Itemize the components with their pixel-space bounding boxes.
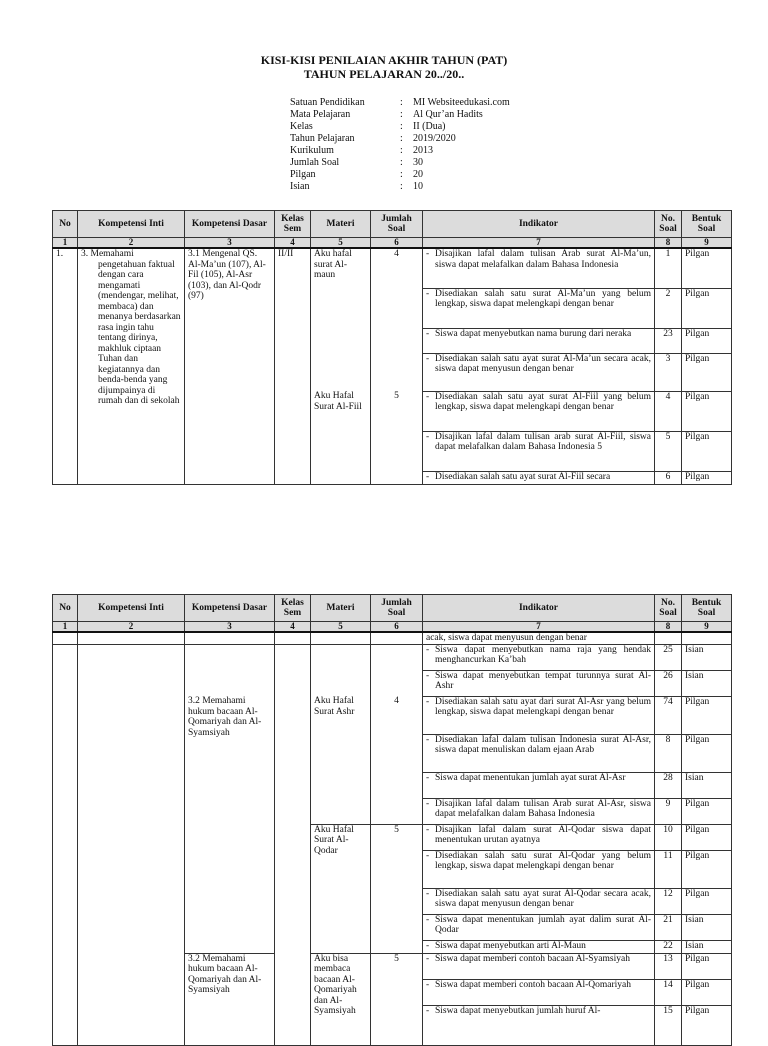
kisi-table-2 <box>52 594 732 1046</box>
indikator-cell: - Disediakan salah satu ayat surat Al-Fiil yang belum lengkap, siswa dapat melengkapi dengan benar <box>423 391 655 431</box>
materi-cell: Aku bisa membaca bacaan Al-Qomariyah dan Al-Syamsiyah <box>311 953 371 1045</box>
no-soal-cell: 12 <box>655 888 682 914</box>
bentuk-soal-cell: Pilgan <box>682 734 732 772</box>
colnum: 9 <box>682 238 732 249</box>
column-number-row <box>53 238 732 249</box>
empty-cell <box>53 644 78 1045</box>
header-no-soal: No. Soal <box>655 595 682 622</box>
info-row <box>290 145 510 157</box>
empty-cell <box>655 632 682 644</box>
empty-cell <box>275 632 311 644</box>
colnum: 5 <box>311 238 371 249</box>
bentuk-soal-cell: Isian <box>682 940 732 953</box>
indikator-cell: - Siswa dapat memberi contoh bacaan Al-Syamsiyah <box>423 953 655 979</box>
header-materi: Materi <box>311 595 371 622</box>
indikator-cell: - Disajikan lafal dalam tulisan Arab surat Al-Asr, siswa dapat melafalkan dalam Bahasa Indonesia <box>423 798 655 824</box>
header-kelas-sem: Kelas Sem <box>275 211 311 238</box>
indikator-cell: - Siswa dapat menyebutkan nama burung dari neraka <box>423 328 655 353</box>
bentuk-soal-cell: Pilgan <box>682 850 732 888</box>
empty-cell <box>275 644 311 1045</box>
header-jumlah-soal: Jumlah Soal <box>371 211 423 238</box>
no-soal-cell: 8 <box>655 734 682 772</box>
info-label: Kelas <box>290 121 313 132</box>
colnum: 6 <box>371 622 423 633</box>
info-row <box>290 97 510 109</box>
indikator-cell: - Siswa dapat menyebutkan nama raja yang hendak menghancurkan Ka’bah <box>423 644 655 670</box>
info-row <box>290 109 510 121</box>
header-kompetensi-dasar: Kompetensi Dasar <box>185 211 275 238</box>
info-colon: : <box>400 109 403 120</box>
header-kompetensi-dasar: Kompetensi Dasar <box>185 595 275 622</box>
empty-cell <box>311 632 371 644</box>
no-soal-cell: 21 <box>655 914 682 940</box>
jumlah-soal-cell: 5 <box>371 953 423 1045</box>
bentuk-soal-cell: Isian <box>682 772 732 798</box>
info-label: Satuan Pendidikan <box>290 97 365 108</box>
header-row <box>53 595 732 622</box>
header-materi: Materi <box>311 211 371 238</box>
no-soal-cell: 6 <box>655 471 682 484</box>
empty-cell <box>78 644 185 1045</box>
bentuk-soal-cell: Pilgan <box>682 328 732 353</box>
kompetensi-dasar-cell: 3.2 Memahami hukum bacaan Al-Qomariyah dan Al-Syamsiyah <box>185 953 275 1045</box>
indikator-text: Siswa dapat menyebutkan nama burung dari neraka <box>435 328 632 339</box>
bentuk-soal-cell: Pilgan <box>682 979 732 1005</box>
bentuk-soal-cell: Pilgan <box>682 798 732 824</box>
no-soal-cell: 74 <box>655 696 682 734</box>
indikator-cell: - Disediakan salah satu ayat surat Al-Ma’un secara acak, siswa dapat menyusun dengan benar <box>423 353 655 391</box>
indikator-text: Siswa dapat menyebutkan jumlah huruf Al- <box>435 1005 601 1016</box>
indikator-cell: - Siswa dapat memberi contoh bacaan Al-Qomariyah <box>423 979 655 1005</box>
header-jumlah-soal: Jumlah Soal <box>371 595 423 622</box>
kompetensi-inti-text: 3. Memahami pengetahuan faktual dengan cara mengamati (mendengar, melihat, membaca) dan menanya berdasarkan rasa ingin tahu tentang dirinya, makhluk ciptaan Tuhan dan kegiatannya dan benda-benda yang dijumpainya di rumah dan di sekolah <box>81 249 181 406</box>
info-label: Mata Pelajaran <box>290 109 351 120</box>
empty-cell <box>682 632 732 644</box>
indikator-text: Siswa dapat menentukan jumlah ayat dalim surat Al-Qodar <box>435 914 651 935</box>
indikator-cell: - Disediakan salah satu surat Al-Ma’un yang belum lengkap, siswa dapat melengkapi dengan benar <box>423 288 655 328</box>
indikator-text: Siswa dapat memberi contoh bacaan Al-Syamsiyah <box>435 953 630 964</box>
column-number-row <box>53 622 732 633</box>
empty-cell <box>53 632 78 644</box>
info-row <box>290 169 510 181</box>
indikator-text: Disajikan lafal dalam tulisan arab surat Al-Fiil, siswa dapat melafalkan dalam Bahasa Indonesia 5 <box>435 431 651 452</box>
indikator-text: Disediakan salah satu surat Al-Ma’un yang belum lengkap, siswa dapat melengkapi dengan benar <box>435 288 651 309</box>
jumlah-soal-cell: 4 <box>371 248 423 391</box>
colnum: 4 <box>275 622 311 633</box>
no-soal-cell: 9 <box>655 798 682 824</box>
bentuk-soal-cell: Pilgan <box>682 391 732 431</box>
no-soal-cell: 13 <box>655 953 682 979</box>
header-bentuk-soal: Bentuk Soal <box>682 211 732 238</box>
bentuk-soal-cell: Pilgan <box>682 431 732 471</box>
empty-cell <box>311 644 371 696</box>
indikator-continuation: acak, siswa dapat menyusun dengan benar <box>423 632 655 644</box>
colnum: 1 <box>53 622 78 633</box>
table-row <box>53 644 732 670</box>
info-label: Tahun Pelajaran <box>290 133 355 144</box>
indikator-text: Disediakan salah satu surat Al-Qodar yang belum lengkap, siswa dapat melengkapi dengan benar <box>435 850 651 871</box>
table-row <box>53 248 732 288</box>
info-colon: : <box>400 145 403 156</box>
kompetensi-dasar-cell: 3.2 Memahami hukum bacaan Al-Qomariyah dan Al-Syamsiyah <box>185 696 275 953</box>
colnum: 8 <box>655 622 682 633</box>
header-kompetensi-inti: Kompetensi Inti <box>78 211 185 238</box>
no-soal-cell: 22 <box>655 940 682 953</box>
indikator-cell: - Disajikan lafal dalam tulisan Arab surat Al-Ma’un, siswa dapat melafalkan dalam Bahasa Indonesia <box>423 248 655 288</box>
indikator-cell: - Disediakan lafal dalam tulisan Indonesia surat Al-Asr, siswa dapat menuliskan dalam ejaan Arab <box>423 734 655 772</box>
jumlah-soal-cell: 5 <box>371 391 423 484</box>
info-label: Pilgan <box>290 169 316 180</box>
info-row <box>290 157 510 169</box>
bentuk-soal-cell: Pilgan <box>682 824 732 850</box>
info-value: Al Qur’an Hadits <box>413 109 483 120</box>
no-soal-cell: 1 <box>655 248 682 288</box>
colnum: 7 <box>423 622 655 633</box>
bentuk-soal-cell: Isian <box>682 670 732 696</box>
info-value: 20 <box>413 169 423 180</box>
no-soal-cell: 15 <box>655 1005 682 1045</box>
indikator-text: Disajikan lafal dalam tulisan Arab surat Al-Ma’un, siswa dapat melafalkan dalam Bahasa Indonesia <box>435 249 651 270</box>
kelas-sem-cell: II/II <box>275 248 311 484</box>
bentuk-soal-cell: Pilgan <box>682 1005 732 1045</box>
empty-cell <box>371 644 423 696</box>
materi-cell: Aku Hafal Surat Al-Fiil <box>311 391 371 484</box>
no-soal-cell: 3 <box>655 353 682 391</box>
no-soal-cell: 26 <box>655 670 682 696</box>
indikator-text: Siswa dapat memberi contoh bacaan Al-Qomariyah <box>435 979 632 990</box>
document-subtitle: TAHUN PELAJARAN 20../20.. <box>303 67 465 81</box>
info-value: MI Websiteedukasi.com <box>413 97 510 108</box>
bentuk-soal-cell: Pilgan <box>682 696 732 734</box>
bentuk-soal-cell: Isian <box>682 914 732 940</box>
info-value: II (Dua) <box>413 121 446 132</box>
indikator-cell: - Disajikan lafal dalam surat Al-Qodar siswa dapat menentukan urutan ayatnya <box>423 824 655 850</box>
indikator-text: Disediakan salah satu ayat surat Al-Ma’un secara acak, siswa dapat menyusun dengan benar <box>435 353 651 374</box>
info-colon: : <box>400 157 403 168</box>
info-label: Jumlah Soal <box>290 157 340 168</box>
jumlah-soal-cell: 5 <box>371 824 423 953</box>
indikator-cell: - Siswa dapat menentukan jumlah ayat surat Al-Asr <box>423 772 655 798</box>
kompetensi-inti-cell <box>78 248 185 484</box>
indikator-text: Disajikan lafal dalam surat Al-Qodar siswa dapat menentukan urutan ayatnya <box>435 824 651 845</box>
bentuk-soal-cell: Pilgan <box>682 471 732 484</box>
bentuk-soal-cell: Pilgan <box>682 888 732 914</box>
empty-cell <box>185 644 275 696</box>
header-kompetensi-inti: Kompetensi Inti <box>78 595 185 622</box>
header-kelas-sem: Kelas Sem <box>275 595 311 622</box>
info-row <box>290 133 510 145</box>
indikator-cell: - Disediakan salah satu ayat surat Al-Fiil secara <box>423 471 655 484</box>
indikator-text: Disediakan salah satu ayat surat Al-Fiil secara <box>435 471 611 482</box>
info-label: Isian <box>290 181 310 192</box>
colnum: 8 <box>655 238 682 249</box>
colnum: 2 <box>78 622 185 633</box>
no-soal-cell: 14 <box>655 979 682 1005</box>
kisi-table-1 <box>52 210 732 485</box>
materi-cell: Aku Hafal Surat Ashr <box>311 696 371 824</box>
indikator-text: Siswa dapat menyebutkan nama raja yang hendak menghancurkan Ka’bah <box>435 644 651 665</box>
header-no: No <box>53 211 78 238</box>
info-value: 10 <box>413 181 423 192</box>
indikator-cell: - Disediakan salah satu surat Al-Qodar yang belum lengkap, siswa dapat melengkapi dengan benar <box>423 850 655 888</box>
identity-block <box>290 97 510 193</box>
no-soal-cell: 23 <box>655 328 682 353</box>
materi-cell: Aku Hafal Surat Al-Qodar <box>311 824 371 953</box>
info-colon: : <box>400 133 403 144</box>
document-title: KISI-KISI PENILAIAN AKHIR TAHUN (PAT) <box>260 53 508 67</box>
info-value: 30 <box>413 157 423 168</box>
info-label: Kurikulum <box>290 145 334 156</box>
indikator-cell: - Disediakan salah satu ayat dari surat Al-Asr yang belum lengkap, siswa dapat melengkapi dengan benar <box>423 696 655 734</box>
colnum: 5 <box>311 622 371 633</box>
continuation-row <box>53 632 732 644</box>
kompetensi-dasar-cell: 3.1 Mengenal QS. Al-Ma’un (107), Al-Fil (105), Al-Asr (103), dan Al-Qodr (97) <box>185 248 275 484</box>
colnum: 4 <box>275 238 311 249</box>
bentuk-soal-cell: Isian <box>682 644 732 670</box>
no-soal-cell: 2 <box>655 288 682 328</box>
indikator-cell: - Siswa dapat menentukan jumlah ayat dalim surat Al-Qodar <box>423 914 655 940</box>
info-value: 2013 <box>413 145 433 156</box>
no-soal-cell: 28 <box>655 772 682 798</box>
info-colon: : <box>400 181 403 192</box>
info-row <box>290 121 510 133</box>
header-row <box>53 211 732 238</box>
indikator-text: Disajikan lafal dalam tulisan Arab surat Al-Asr, siswa dapat melafalkan dalam Bahasa Indonesia <box>435 798 651 819</box>
info-colon: : <box>400 97 403 108</box>
colnum: 2 <box>78 238 185 249</box>
indikator-cell: - Siswa dapat menyebutkan arti Al-Maun <box>423 940 655 953</box>
row-no: 1. <box>53 248 78 484</box>
no-soal-cell: 5 <box>655 431 682 471</box>
info-colon: : <box>400 169 403 180</box>
info-colon: : <box>400 121 403 132</box>
colnum: 1 <box>53 238 78 249</box>
info-row <box>290 181 510 193</box>
bentuk-soal-cell: Pilgan <box>682 953 732 979</box>
no-soal-cell: 25 <box>655 644 682 670</box>
info-value: 2019/2020 <box>413 133 456 144</box>
bentuk-soal-cell: Pilgan <box>682 248 732 288</box>
header-no-soal: No. Soal <box>655 211 682 238</box>
indikator-text: Siswa dapat menyebutkan tempat turunnya surat Al-Ashr <box>435 670 651 691</box>
no-soal-cell: 4 <box>655 391 682 431</box>
empty-cell <box>185 632 275 644</box>
indikator-text: Disediakan salah satu ayat surat Al-Fiil yang belum lengkap, siswa dapat melengkapi dengan benar <box>435 391 651 412</box>
no-soal-cell: 10 <box>655 824 682 850</box>
header-indikator: Indikator <box>423 595 655 622</box>
indikator-text: Disediakan salah satu ayat surat Al-Qodar secara acak, siswa dapat menyusun dengan benar <box>435 888 651 909</box>
indikator-text: Disediakan salah satu ayat dari surat Al-Asr yang belum lengkap, siswa dapat melengkapi dengan benar <box>435 696 651 717</box>
indikator-cell: - Siswa dapat menyebutkan tempat turunnya surat Al-Ashr <box>423 670 655 696</box>
indikator-text: Siswa dapat menentukan jumlah ayat surat Al-Asr <box>435 772 626 783</box>
indikator-cell: - Disajikan lafal dalam tulisan arab surat Al-Fiil, siswa dapat melafalkan dalam Bahasa Indonesia 5 <box>423 431 655 471</box>
header-indikator: Indikator <box>423 211 655 238</box>
jumlah-soal-cell: 4 <box>371 696 423 824</box>
colnum: 3 <box>185 238 275 249</box>
indikator-text: Disediakan lafal dalam tulisan Indonesia surat Al-Asr, siswa dapat menuliskan dalam ejaan Arab <box>435 734 651 755</box>
bentuk-soal-cell: Pilgan <box>682 353 732 391</box>
colnum: 6 <box>371 238 423 249</box>
empty-cell <box>78 632 185 644</box>
header-bentuk-soal: Bentuk Soal <box>682 595 732 622</box>
bentuk-soal-cell: Pilgan <box>682 288 732 328</box>
indikator-cell: - Siswa dapat menyebutkan jumlah huruf Al- <box>423 1005 655 1045</box>
indikator-text: Siswa dapat menyebutkan arti Al-Maun <box>435 940 586 951</box>
header-no: No <box>53 595 78 622</box>
materi-cell: Aku hafal surat Al-maun <box>311 248 371 391</box>
colnum: 7 <box>423 238 655 249</box>
colnum: 3 <box>185 622 275 633</box>
indikator-cell: - Disediakan salah satu ayat surat Al-Qodar secara acak, siswa dapat menyusun dengan benar <box>423 888 655 914</box>
empty-cell <box>371 632 423 644</box>
no-soal-cell: 11 <box>655 850 682 888</box>
colnum: 9 <box>682 622 732 633</box>
